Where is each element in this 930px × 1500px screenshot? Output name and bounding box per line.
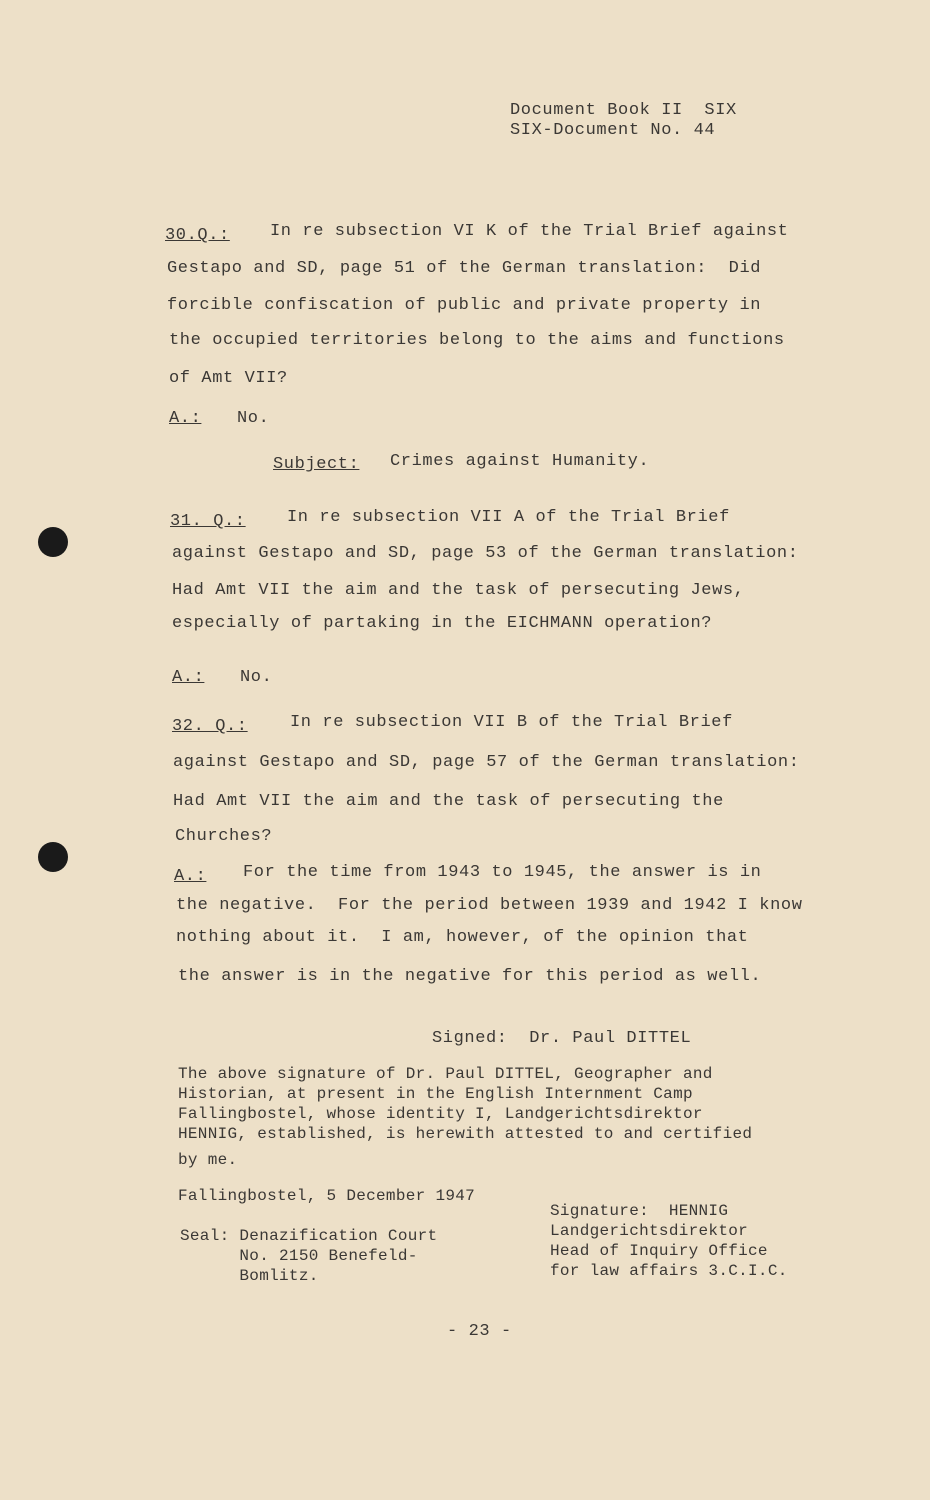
q32-label: 32. Q.:	[172, 717, 248, 736]
attestation-line: by me.	[178, 1151, 238, 1169]
header-line-2: SIX-Document No. 44	[510, 121, 716, 140]
q30-line: In re subsection VI K of the Trial Brief against	[270, 222, 789, 241]
attestation-line: HENNIG, established, is herewith attested to and certified	[178, 1125, 753, 1143]
q30-answer: No.	[237, 409, 270, 428]
q32-line: Had Amt VII the aim and the task of persecuting the	[173, 792, 724, 811]
seal-line: Bomlitz.	[180, 1267, 319, 1285]
header-line-1: Document Book II SIX	[510, 101, 737, 120]
q32-answer-line: For the time from 1943 to 1945, the answer is in	[243, 863, 762, 882]
q32-answer-line: nothing about it. I am, however, of the opinion that	[176, 928, 749, 947]
q30-line: of Amt VII?	[169, 369, 288, 388]
q31-line: especially of partaking in the EICHMANN operation?	[172, 614, 713, 633]
q31-label: 31. Q.:	[170, 512, 246, 531]
q30-line: Gestapo and SD, page 51 of the German translation: Did	[167, 259, 762, 278]
subject-label: Subject:	[273, 455, 360, 474]
q30-answer-label: A.:	[169, 409, 202, 428]
punch-hole-bottom	[38, 842, 68, 872]
punch-hole-top	[38, 527, 68, 557]
place-date: Fallingbostel, 5 December 1947	[178, 1187, 476, 1205]
q32-line: Churches?	[175, 827, 273, 846]
q31-answer: No.	[240, 668, 273, 687]
signature-line: Head of Inquiry Office	[550, 1242, 768, 1260]
seal-line: No. 2150 Benefeld-	[180, 1247, 418, 1265]
q31-line: In re subsection VII A of the Trial Brief	[287, 508, 730, 527]
q32-line: against Gestapo and SD, page 57 of the German translation:	[173, 753, 800, 772]
q32-answer-line: the answer is in the negative for this period as well.	[178, 967, 762, 986]
attestation-line: The above signature of Dr. Paul DITTEL, Geographer and	[178, 1065, 713, 1083]
seal-line: Seal: Denazification Court	[180, 1227, 438, 1245]
q31-line: against Gestapo and SD, page 53 of the German translation:	[172, 544, 799, 563]
attestation-line: Historian, at present in the English Internment Camp	[178, 1085, 693, 1103]
signature-line: for law affairs 3.C.I.C.	[550, 1262, 788, 1280]
q32-answer-line: the negative. For the period between 1939 and 1942 I know	[176, 896, 803, 915]
q31-line: Had Amt VII the aim and the task of persecuting Jews,	[172, 581, 745, 600]
signature-line: Signature: HENNIG	[550, 1202, 729, 1220]
signature-line: Landgerichtsdirektor	[550, 1222, 749, 1240]
q32-answer-label: A.:	[174, 867, 207, 886]
q30-line: the occupied territories belong to the aims and functions	[169, 331, 785, 350]
subject-text: Crimes against Humanity.	[390, 452, 650, 471]
q30-line: forcible confiscation of public and private property in	[167, 296, 762, 315]
attestation-line: Fallingbostel, whose identity I, Landgerichtsdirektor	[178, 1105, 703, 1123]
q31-answer-label: A.:	[172, 668, 205, 687]
signed-line: Signed: Dr. Paul DITTEL	[432, 1029, 692, 1048]
q30-label: 30.Q.:	[165, 226, 230, 245]
q32-line: In re subsection VII B of the Trial Brief	[290, 713, 733, 732]
page-number: - 23 -	[447, 1322, 512, 1341]
